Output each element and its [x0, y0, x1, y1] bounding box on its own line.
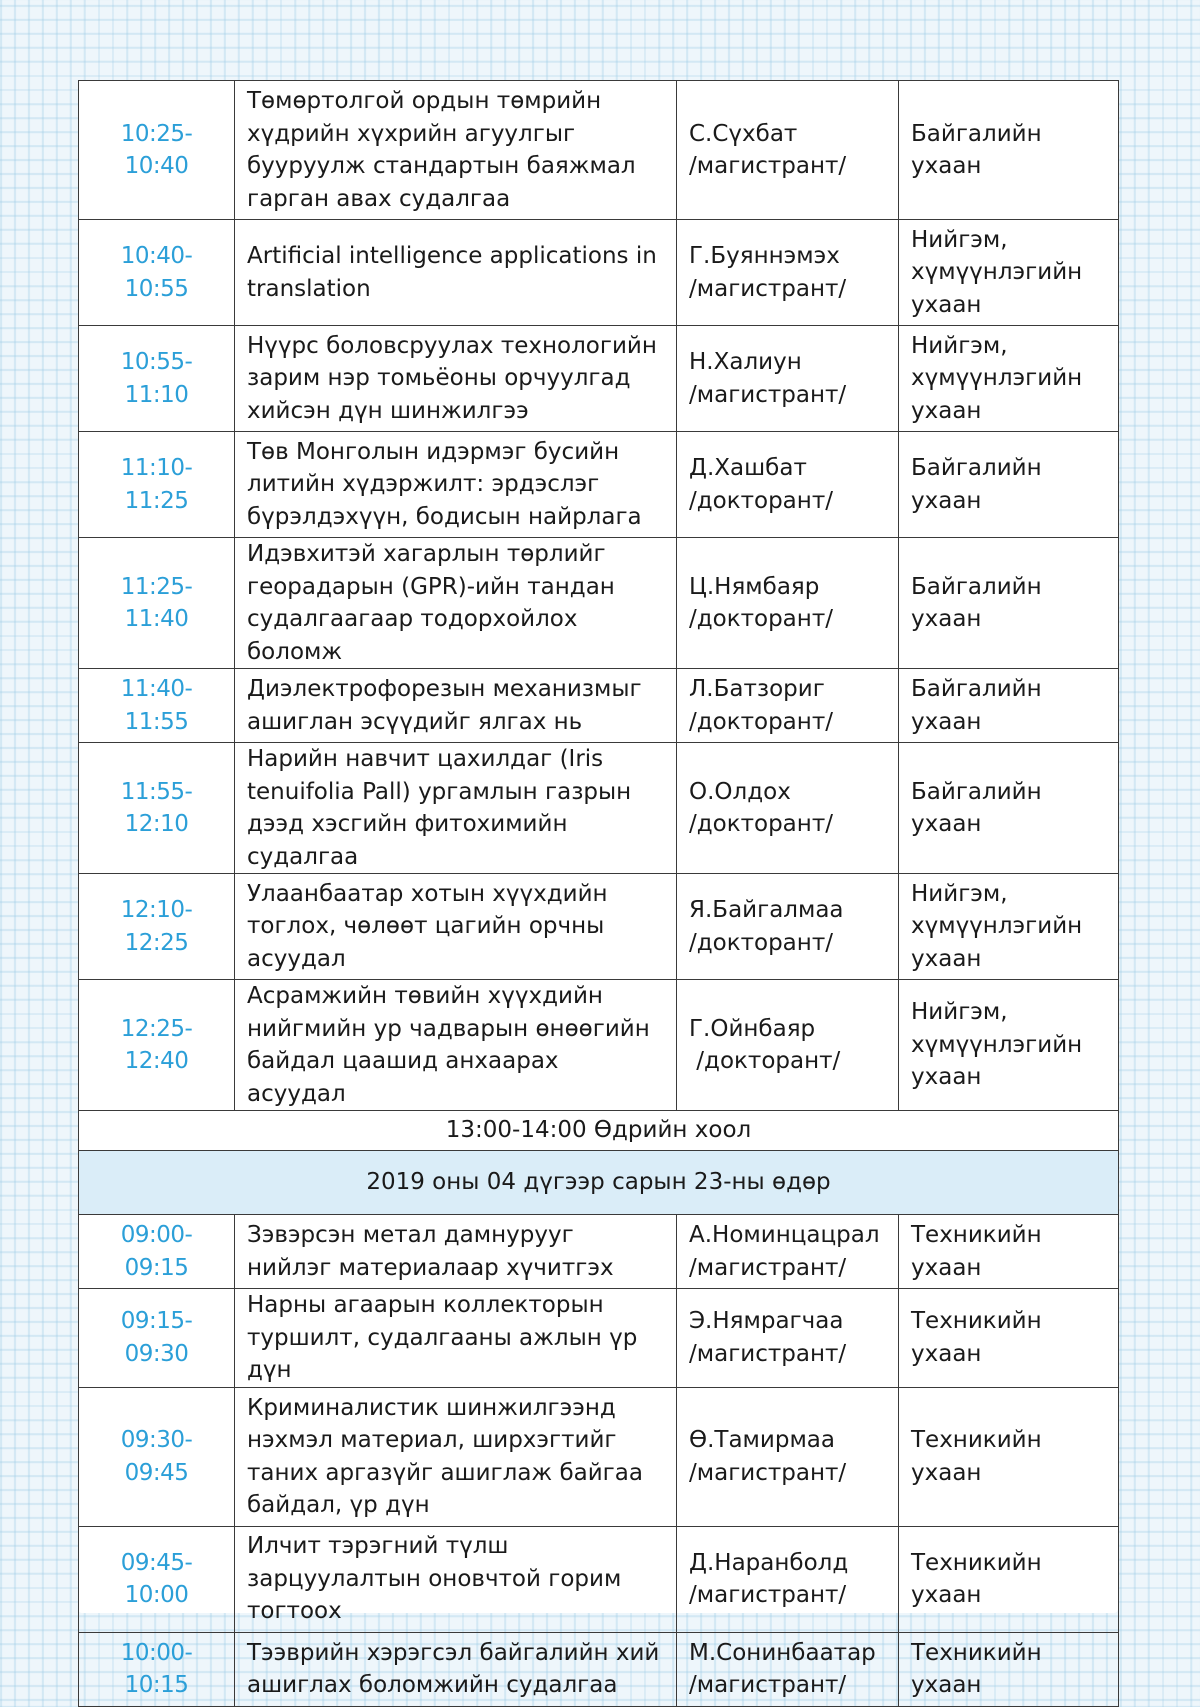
presenter-name: Ц.Нямбаяр [689, 573, 820, 600]
presentation-topic: Төмөртолгой ордын төмрийн хүдрийн хүхрийн агуулгыг бууруулж стандартын баяжмал гарган авах судалгаа [235, 81, 677, 220]
table-row [79, 432, 1119, 538]
presenter-cell [677, 538, 899, 669]
research-field: Нийгэм, хүмүүнлэгийн ухаан [899, 980, 1119, 1111]
session-time: 12:10-12:25 [79, 874, 235, 980]
date-header-row [79, 1151, 1119, 1215]
presenter-degree: /магистрант/ [689, 153, 847, 179]
presenter-degree: /докторант/ [689, 606, 833, 632]
session-time: 11:25-11:40 [79, 538, 235, 669]
presentation-topic: Асрамжийн төвийн хүүхдийн нийгмийн ур чадварын өнөөгийн байдал цаашид анхаарах асуудал [235, 980, 677, 1111]
research-field: Байгалийн ухаан [899, 432, 1119, 538]
presenter-cell [677, 1289, 899, 1388]
presenter-degree: /докторант/ [689, 811, 833, 837]
research-field: Нийгэм, хүмүүнлэгийн ухаан [899, 326, 1119, 432]
session-time: 10:55-11:10 [79, 326, 235, 432]
session-time: 10:40-10:55 [79, 220, 235, 326]
research-field: Техникийн ухаан [899, 1526, 1119, 1632]
session-time: 11:55-12:10 [79, 743, 235, 874]
presenter-cell [677, 1215, 899, 1289]
table-row [79, 669, 1119, 743]
session-time: 09:00-09:15 [79, 1215, 235, 1289]
presentation-topic: Нарны агаарын коллекторын туршилт, судалгааны ажлын үр дүн [235, 1289, 677, 1388]
presenter-name: А.Номинцацрал [689, 1222, 880, 1248]
presenter-cell [677, 220, 899, 326]
presenter-cell [677, 81, 899, 220]
presenter-cell [677, 432, 899, 538]
presenter-name: Г.Ойнбаяр [689, 1015, 816, 1042]
presentation-topic: Төв Монголын идэрмэг бусийн литийн хүдэржилт: эрдэслэг бүрэлдэхүүн, бодисын найрлага [235, 432, 677, 538]
research-field: Техникийн ухаан [899, 1215, 1119, 1289]
table-row [79, 1215, 1119, 1289]
session-time: 10:00-10:15 [79, 1632, 235, 1706]
presenter-name: М.Сонинбаатар [689, 1639, 876, 1666]
schedule-body-day2 [79, 1215, 1119, 1707]
research-field: Байгалийн ухаан [899, 669, 1119, 743]
table-row [79, 743, 1119, 874]
research-field: Техникийн ухаан [899, 1632, 1119, 1706]
session-time: 11:10-11:25 [79, 432, 235, 538]
presenter-degree: /магистрант/ [689, 381, 847, 408]
session-time: 09:15-09:30 [79, 1289, 235, 1388]
presenter-name: Н.Халиун [689, 349, 802, 375]
presenter-degree: /магистрант/ [689, 1672, 847, 1698]
research-field: Техникийн ухаан [899, 1387, 1119, 1526]
research-field: Байгалийн ухаан [899, 81, 1119, 220]
schedule-table [78, 80, 1119, 1707]
presenter-degree: /докторант/ [689, 929, 833, 956]
presentation-topic: Криминалистик шинжилгээнд нэхмэл материал, ширхэгтийг таних аргазүйг ашиглаж байгаа байдал, үр дүн [235, 1387, 677, 1526]
presenter-name: С.Сүхбат [689, 120, 798, 147]
presentation-topic: Илчит тэрэгний түлш зарцуулалтын оновчтой горим тогтоох [235, 1526, 677, 1632]
presentation-topic: Улаанбаатар хотын хүүхдийн тоглох, чөлөөт цагийн орчны асуудал [235, 874, 677, 980]
presenter-degree: /магистрант/ [689, 1459, 847, 1486]
schedule-dividers [79, 1111, 1119, 1215]
table-row [79, 874, 1119, 980]
table-row [79, 1387, 1119, 1526]
presenter-name: Л.Батзориг [689, 676, 825, 702]
presentation-topic: Тээврийн хэрэгсэл байгалийн хий ашиглах боломжийн судалгаа [235, 1632, 677, 1706]
table-row [79, 538, 1119, 669]
research-field: Нийгэм, хүмүүнлэгийн ухаан [899, 220, 1119, 326]
research-field: Байгалийн ухаан [899, 743, 1119, 874]
lunch-row [79, 1111, 1119, 1151]
presenter-degree: /магистрант/ [689, 1582, 847, 1608]
presenter-degree: /магистрант/ [689, 275, 847, 302]
presenter-cell [677, 743, 899, 874]
schedule-body-day1 [79, 81, 1119, 1111]
session-time: 11:40-11:55 [79, 669, 235, 743]
presentation-topic: Нүүрс боловсруулах технологийн зарим нэр томьёоны орчуулгад хийсэн дүн шинжилгээ [235, 326, 677, 432]
session-time: 12:25-12:40 [79, 980, 235, 1111]
table-row [79, 1289, 1119, 1388]
table-row [79, 220, 1119, 326]
presenter-name: Д.Наранболд [689, 1549, 849, 1576]
presenter-cell [677, 326, 899, 432]
presenter-degree: /магистрант/ [689, 1254, 847, 1281]
presenter-degree: /докторант/ [689, 487, 833, 514]
presenter-cell [677, 1632, 899, 1706]
presenter-name: Ө.Тамирмаа [689, 1427, 835, 1453]
presenter-name: Э.Нямрагчаа [689, 1308, 844, 1335]
date-header-text: 2019 оны 04 дүгээр сарын 23-ны өдөр [79, 1151, 1119, 1215]
research-field: Техникийн ухаан [899, 1289, 1119, 1388]
presenter-cell [677, 980, 899, 1111]
presenter-degree: /докторант/ [689, 708, 833, 735]
session-time: 10:25-10:40 [79, 81, 235, 220]
presenter-name: Г.Буяннэмэх [689, 243, 840, 269]
lunch-break-text: 13:00-14:00 Өдрийн хоол [79, 1111, 1119, 1151]
presenter-cell [677, 669, 899, 743]
presentation-topic: Диэлектрофорезын механизмыг ашиглан эсүүдийг ялгах нь [235, 669, 677, 743]
table-row [79, 980, 1119, 1111]
table-row [79, 81, 1119, 220]
session-time: 09:45-10:00 [79, 1526, 235, 1632]
table-row [79, 1632, 1119, 1706]
presenter-cell [677, 874, 899, 980]
presenter-degree: /докторант/ [689, 1048, 841, 1074]
research-field: Нийгэм, хүмүүнлэгийн ухаан [899, 874, 1119, 980]
session-time: 09:30-09:45 [79, 1387, 235, 1526]
presentation-topic: Artificial intelligence applications in translation [235, 220, 677, 326]
presenter-degree: /магистрант/ [689, 1340, 847, 1367]
presenter-name: О.Олдох [689, 778, 791, 805]
table-row [79, 1526, 1119, 1632]
presenter-cell [677, 1526, 899, 1632]
research-field: Байгалийн ухаан [899, 538, 1119, 669]
presenter-cell [677, 1387, 899, 1526]
presenter-name: Я.Байгалмаа [689, 897, 844, 923]
table-row [79, 326, 1119, 432]
presentation-topic: Идэвхитэй хагарлын төрлийг георадарын (GPR)-ийн тандан судалгаагаар тодорхойлох боломж [235, 538, 677, 669]
presenter-name: Д.Хашбат [689, 455, 807, 481]
presentation-topic: Зэвэрсэн метал дамнурууг нийлэг материалаар хүчитгэх [235, 1215, 677, 1289]
presentation-topic: Нарийн навчит цахилдаг (Iris tenuifolia Pall) ургамлын газрын дээд хэсгийн фитохимийн судалгаа [235, 743, 677, 874]
